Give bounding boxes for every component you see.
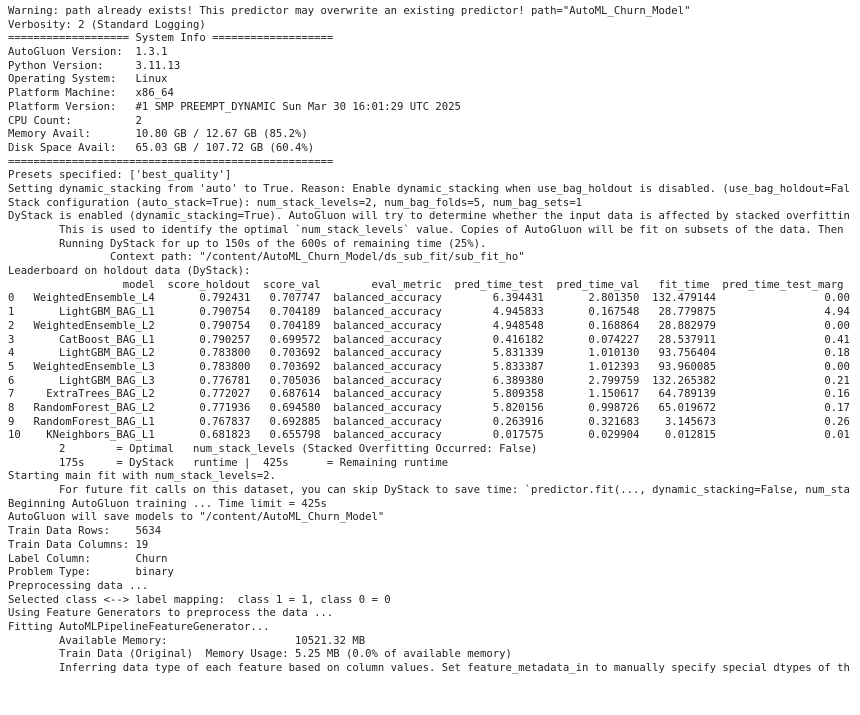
output-line: For future fit calls on this dataset, you can skip DyStack to save time: `predictor.fit(..., dynamic_stacking=False, num_sta <box>8 484 850 497</box>
output-line: Inferring data type of each feature based on column values. Set feature_metadata_in to manually specify special dtypes of th <box>8 662 850 674</box>
output-line: Leaderboard on holdout data (DyStack): <box>8 265 251 278</box>
output-line: Beginning AutoGluon training ... Time limit = 425s <box>8 497 327 510</box>
output-line: 1 LightGBM_BAG_L1 0.790754 0.704189 balanced_accuracy 4.945833 0.167548 28.779875 4.94 <box>8 306 850 319</box>
output-line: 5 WeightedEnsemble_L3 0.783800 0.703692 balanced_accuracy 5.833387 1.012393 93.960085 0.00 <box>8 360 850 373</box>
output-line: Python Version: 3.11.13 <box>8 59 181 72</box>
output-line: Platform Version: #1 SMP PREEMPT_DYNAMIC Sun Mar 30 16:01:29 UTC 2025 <box>8 100 461 113</box>
output-line: 9 RandomForest_BAG_L1 0.767837 0.692885 balanced_accuracy 0.263916 0.321683 3.145673 0.26 <box>8 415 850 428</box>
output-line: Memory Avail: 10.80 GB / 12.67 GB (85.2%) <box>8 128 308 141</box>
output-line: Using Feature Generators to preprocess the data ... <box>8 607 334 620</box>
output-line: =================================================== <box>8 155 334 168</box>
output-line: CPU Count: 2 <box>8 114 142 127</box>
output-line: AutoGluon Version: 1.3.1 <box>8 46 168 59</box>
output-line: Verbosity: 2 (Standard Logging) <box>8 18 206 31</box>
output-line: =================== System Info =================== <box>8 32 334 45</box>
output-line: Disk Space Avail: 65.03 GB / 107.72 GB (60.4%) <box>8 141 315 154</box>
output-line: 7 ExtraTrees_BAG_L2 0.772027 0.687614 balanced_accuracy 5.809358 1.150617 64.789139 0.16 <box>8 388 850 401</box>
output-line: Train Data Columns: 19 <box>8 538 149 551</box>
output-line: Setting dynamic_stacking from 'auto' to True. Reason: Enable dynamic_stacking when use_bag_holdout is disabled. (use_bag_holdout=Fal <box>8 182 850 195</box>
output-line: Warning: path already exists! This predictor may overwrite an existing predictor! path="AutoML_Churn_Model" <box>8 5 691 17</box>
output-line: Operating System: Linux <box>8 73 168 86</box>
output-line: 2 WeightedEnsemble_L2 0.790754 0.704189 balanced_accuracy 4.948548 0.168864 28.882979 0.00 <box>8 319 850 332</box>
output-line: 10 KNeighbors_BAG_L1 0.681823 0.655798 balanced_accuracy 0.017575 0.029904 0.012815 0.01 <box>8 429 850 442</box>
output-line: Label Column: Churn <box>8 552 168 565</box>
output-line: 0 WeightedEnsemble_L4 0.792431 0.707747 balanced_accuracy 6.394431 2.801350 132.479144 0.00 <box>8 292 850 305</box>
output-line: Starting main fit with num_stack_levels=2. <box>8 470 276 483</box>
output-line: 6 LightGBM_BAG_L3 0.776781 0.705036 balanced_accuracy 6.389380 2.799759 132.265382 0.21 <box>8 374 850 387</box>
output-line: Context path: "/content/AutoML_Churn_Model/ds_sub_fit/sub_fit_ho" <box>8 251 525 264</box>
output-line: 175s = DyStack runtime | 425s = Remaining runtime <box>8 456 449 469</box>
output-line: Platform Machine: x86_64 <box>8 87 174 100</box>
output-line: Running DyStack for up to 150s of the 600s of remaining time (25%). <box>8 237 487 250</box>
output-line: Problem Type: binary <box>8 566 174 579</box>
output-line: Train Data (Original) Memory Usage: 5.25 MB (0.0% of available memory) <box>8 648 512 661</box>
output-line: Available Memory: 10521.32 MB <box>8 634 366 647</box>
output-line: 8 RandomForest_BAG_L2 0.771936 0.694580 balanced_accuracy 5.820156 0.998726 65.019672 0.17 <box>8 401 850 414</box>
output-line: Preprocessing data ... <box>8 579 149 592</box>
output-line: AutoGluon will save models to "/content/AutoML_Churn_Model" <box>8 511 385 524</box>
output-line: DyStack is enabled (dynamic_stacking=True). AutoGluon will try to determine whether the input data is affected by stacked overfittin <box>8 210 850 223</box>
output-line: Fitting AutoMLPipelineFeatureGenerator... <box>8 620 270 633</box>
output-line: Presets specified: ['best_quality'] <box>8 169 232 182</box>
output-line: This is used to identify the optimal `num_stack_levels` value. Copies of AutoGluon will be fit on subsets of the data. Then <box>8 224 844 236</box>
output-line: Train Data Rows: 5634 <box>8 525 162 538</box>
output-line: Stack configuration (auto_stack=True): num_stack_levels=2, num_bag_folds=5, num_bag_sets=1 <box>8 196 583 209</box>
output-line: Selected class <--> label mapping: class 1 = 1, class 0 = 0 <box>8 593 391 606</box>
output-line: model score_holdout score_val eval_metric pred_time_test pred_time_val fit_time pred_time_test_marg <box>8 278 844 291</box>
output-line: 4 LightGBM_BAG_L2 0.783800 0.703692 balanced_accuracy 5.831339 1.010130 93.756404 0.18 <box>8 347 850 360</box>
output-line: 3 CatBoost_BAG_L1 0.790257 0.699572 balanced_accuracy 0.416182 0.074227 28.537911 0.41 <box>8 333 850 346</box>
output-line: 2 = Optimal num_stack_levels (Stacked Overfitting Occurred: False) <box>8 443 538 455</box>
